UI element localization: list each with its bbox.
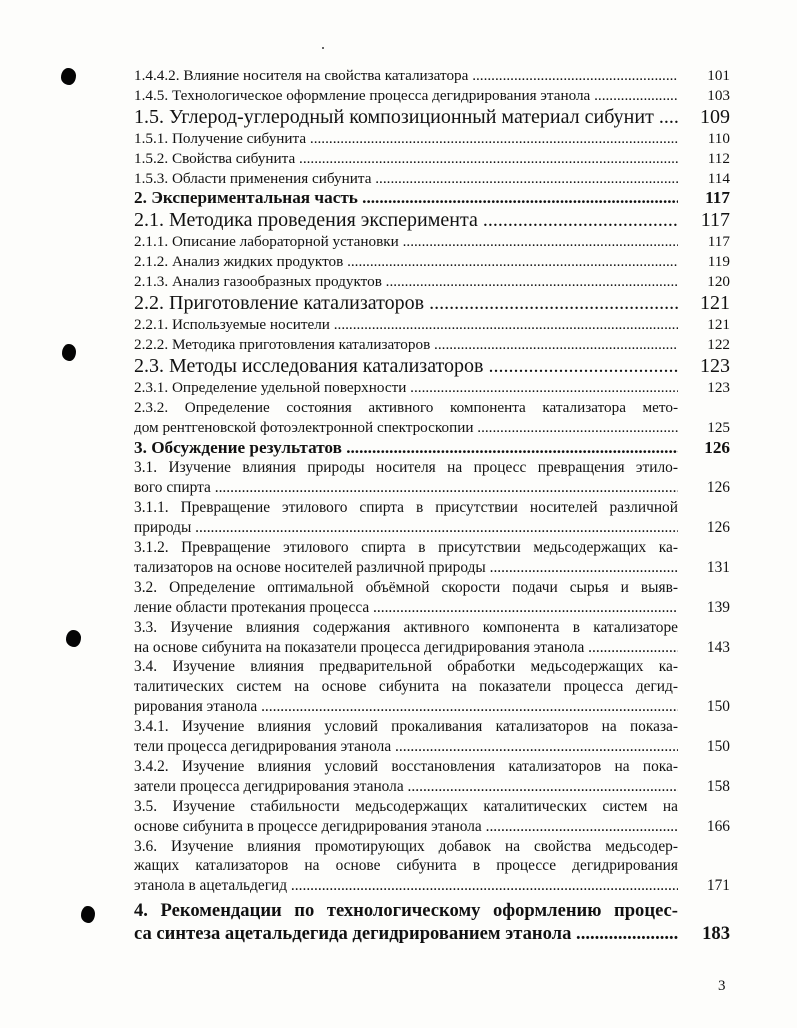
toc-entry xyxy=(134,538,730,578)
toc-entry xyxy=(134,717,730,757)
toc-entry-title: 2.1. Методика проведения эксперимента ..... xyxy=(134,209,678,231)
toc-entry-page: 110 xyxy=(707,130,730,148)
toc-entry xyxy=(134,209,730,233)
toc-entry-page: 121 xyxy=(700,291,730,314)
toc-entry-title: 1.4.4.2. Влияние носителя на свойства катализатора ..... xyxy=(134,67,678,84)
toc-entry xyxy=(134,797,730,837)
toc-entry xyxy=(134,315,730,335)
toc-entry-title: 1.5.2. Свойства сибунита ..... xyxy=(134,150,678,167)
toc-entry xyxy=(134,272,730,292)
toc-entry-line: 3.4. Изучение влияния предварительной обработки медьсодержащих ка- xyxy=(134,658,678,676)
toc-entry-page: 126 xyxy=(706,519,730,537)
toc-entry-page: 117 xyxy=(707,233,730,251)
toc-entry-title: тализаторов на основе носителей различной природы ..... xyxy=(134,559,678,576)
toc-entry-line: 3.4.2. Изучение влияния условий восстановления катализаторов на пока- xyxy=(134,757,678,775)
toc-entry-page: 183 xyxy=(702,923,730,945)
toc-entry-page: 117 xyxy=(700,208,730,231)
toc-entry-line: 3.1.1. Превращение этилового спирта в присутствии носителей различной xyxy=(134,499,678,517)
toc-entry-page: 158 xyxy=(706,777,730,795)
toc-entry-line: жащих катализаторов на основе сибунита в процессе дегидрирования xyxy=(134,857,678,875)
punch-hole-2 xyxy=(62,344,76,361)
toc-entry-title: природы ..... xyxy=(134,519,678,536)
toc-entry xyxy=(134,335,730,355)
toc-entry-title: дом рентгеновской фотоэлектронной спектроскопии ..... xyxy=(134,419,678,436)
toc-entry-page: 131 xyxy=(706,558,730,576)
toc-entry xyxy=(134,355,730,379)
toc-entry-title: ление области протекания процесса ..... xyxy=(134,599,678,616)
toc-entry-title: 2.3.1. Определение удельной поверхности ..... xyxy=(134,379,678,396)
toc-entry-title: 1.5.3. Области применения сибунита ..... xyxy=(134,170,678,187)
toc-entry-title: 2.2.1. Используемые носители ..... xyxy=(134,316,678,333)
toc-entry xyxy=(134,232,730,252)
toc-entry-title: са синтеза ацетальдегида дегидрированием этанола ..... xyxy=(134,923,678,944)
toc-entry-line: 3.1. Изучение влияния природы носителя на процесс превращения этило- xyxy=(134,459,678,477)
toc-entry-page: 114 xyxy=(707,169,730,187)
toc-entry xyxy=(134,188,730,209)
toc-entry-page: 122 xyxy=(707,336,730,354)
toc-entry-line: 3.1.2. Превращение этилового спирта в присутствии медьсодержащих ка- xyxy=(134,538,678,556)
toc-entry-line: 3.4.1. Изучение влияния условий прокаливания катализаторов на показа- xyxy=(134,718,678,736)
toc-entry-title: 2.1.2. Анализ жидких продуктов ..... xyxy=(134,253,678,270)
toc-entry-page: 166 xyxy=(706,817,730,835)
punch-hole-3 xyxy=(66,630,81,647)
toc-entry xyxy=(134,757,730,797)
toc-entry-line: 3.5. Изучение стабильности медьсодержащих каталитических систем на xyxy=(134,797,678,815)
toc-entry-title: 2.1.1. Описание лабораторной установки ..... xyxy=(134,233,678,250)
toc-entry-line: 3.6. Изучение влияния промотирующих добавок на свойства медьсодер- xyxy=(134,837,678,855)
toc-entry-title: 1.5. Углерод-углеродный композиционный материал сибунит ..... xyxy=(134,106,678,128)
toc-entry xyxy=(134,169,730,189)
toc-entry xyxy=(134,837,730,897)
toc-entry xyxy=(134,618,730,658)
toc-entry-title: затели процесса дегидрирования этанола ..... xyxy=(134,778,678,795)
toc-entry-title: тели процесса дегидрирования этанола ..... xyxy=(134,738,678,755)
toc-entry-title: на основе сибунита на показатели процесса дегидрирования этанола ..... xyxy=(134,639,678,656)
toc-entry-page: 126 xyxy=(704,437,730,457)
toc-entry-title: 1.4.5. Технологическое оформление процесса дегидрирования этанола ..... xyxy=(134,87,678,104)
toc-entry xyxy=(134,398,730,438)
punch-hole-4 xyxy=(81,906,95,923)
toc-entry-page: 103 xyxy=(707,86,730,104)
toc-entry-line: талитических систем на основе сибунита на показатели процесса дегид- xyxy=(134,678,678,696)
table-of-contents xyxy=(134,66,730,945)
toc-entry-page: 143 xyxy=(706,638,730,656)
toc-entry-page: 112 xyxy=(707,149,730,167)
toc-entry-title: вого спирта ..... xyxy=(134,479,678,496)
toc-entry xyxy=(134,149,730,169)
toc-entry xyxy=(134,438,730,459)
punch-hole-1 xyxy=(61,68,76,85)
toc-entry-page: 171 xyxy=(706,877,730,895)
toc-entry-page: 101 xyxy=(707,67,730,84)
toc-entry xyxy=(134,498,730,538)
toc-entry-title: этанола в ацетальдегид ..... xyxy=(134,877,678,894)
toc-entry-page: 119 xyxy=(707,253,730,271)
toc-entry-title: 2.3. Методы исследования катализаторов ..... xyxy=(134,355,678,377)
toc-entry-line: 2.3.2. Определение состояния активного компонента катализатора мето- xyxy=(134,399,678,417)
toc-entry-page: 150 xyxy=(706,738,730,756)
toc-entry xyxy=(134,899,730,945)
toc-entry-title: 2.2. Приготовление катализаторов ..... xyxy=(134,292,678,314)
toc-entry-line: 3.3. Изучение влияния содержания активного компонента в катализаторе xyxy=(134,618,678,636)
toc-entry-title: 2.1.3. Анализ газообразных продуктов ..... xyxy=(134,273,678,290)
toc-entry xyxy=(134,66,730,86)
toc-entry xyxy=(134,106,730,130)
toc-entry-title: 1.5.1. Получение сибунита ..... xyxy=(134,130,678,147)
toc-entry xyxy=(134,252,730,272)
toc-entry xyxy=(134,578,730,618)
toc-entry-title: рирования этанола ..... xyxy=(134,698,678,715)
toc-entry-title: основе сибунита в процессе дегидрирования этанола ..... xyxy=(134,818,678,835)
toc-entry-page: 123 xyxy=(700,354,730,377)
toc-entry xyxy=(134,86,730,106)
toc-entry-page: 126 xyxy=(706,479,730,497)
toc-entry xyxy=(134,657,730,717)
toc-entry xyxy=(134,378,730,398)
toc-entry-page: 109 xyxy=(700,105,730,128)
toc-entry xyxy=(134,292,730,316)
toc-entry-page: 120 xyxy=(707,273,730,291)
toc-entry-page: 125 xyxy=(707,419,730,437)
toc-entry xyxy=(134,458,730,498)
toc-entry-page: 139 xyxy=(706,598,730,616)
toc-entry-page: 117 xyxy=(705,188,730,208)
scan-speck xyxy=(322,47,324,49)
toc-entry-title: 3. Обсуждение результатов ..... xyxy=(134,438,678,457)
toc-entry-title: 2.2.2. Методика приготовления катализаторов ..... xyxy=(134,336,678,353)
toc-entry-line: 3.2. Определение оптимальной объёмной скорости подачи сырья и выяв- xyxy=(134,578,678,596)
toc-entry-page: 150 xyxy=(706,698,730,716)
toc-entry-page: 121 xyxy=(707,316,730,334)
toc-entry xyxy=(134,129,730,149)
toc-entry-title: 2. Экспериментальная часть ..... xyxy=(134,188,678,207)
page-number: 3 xyxy=(718,978,726,994)
toc-entry-line: 4. Рекомендации по технологическому оформлению процес- xyxy=(134,900,678,922)
toc-entry-page: 123 xyxy=(707,379,730,397)
